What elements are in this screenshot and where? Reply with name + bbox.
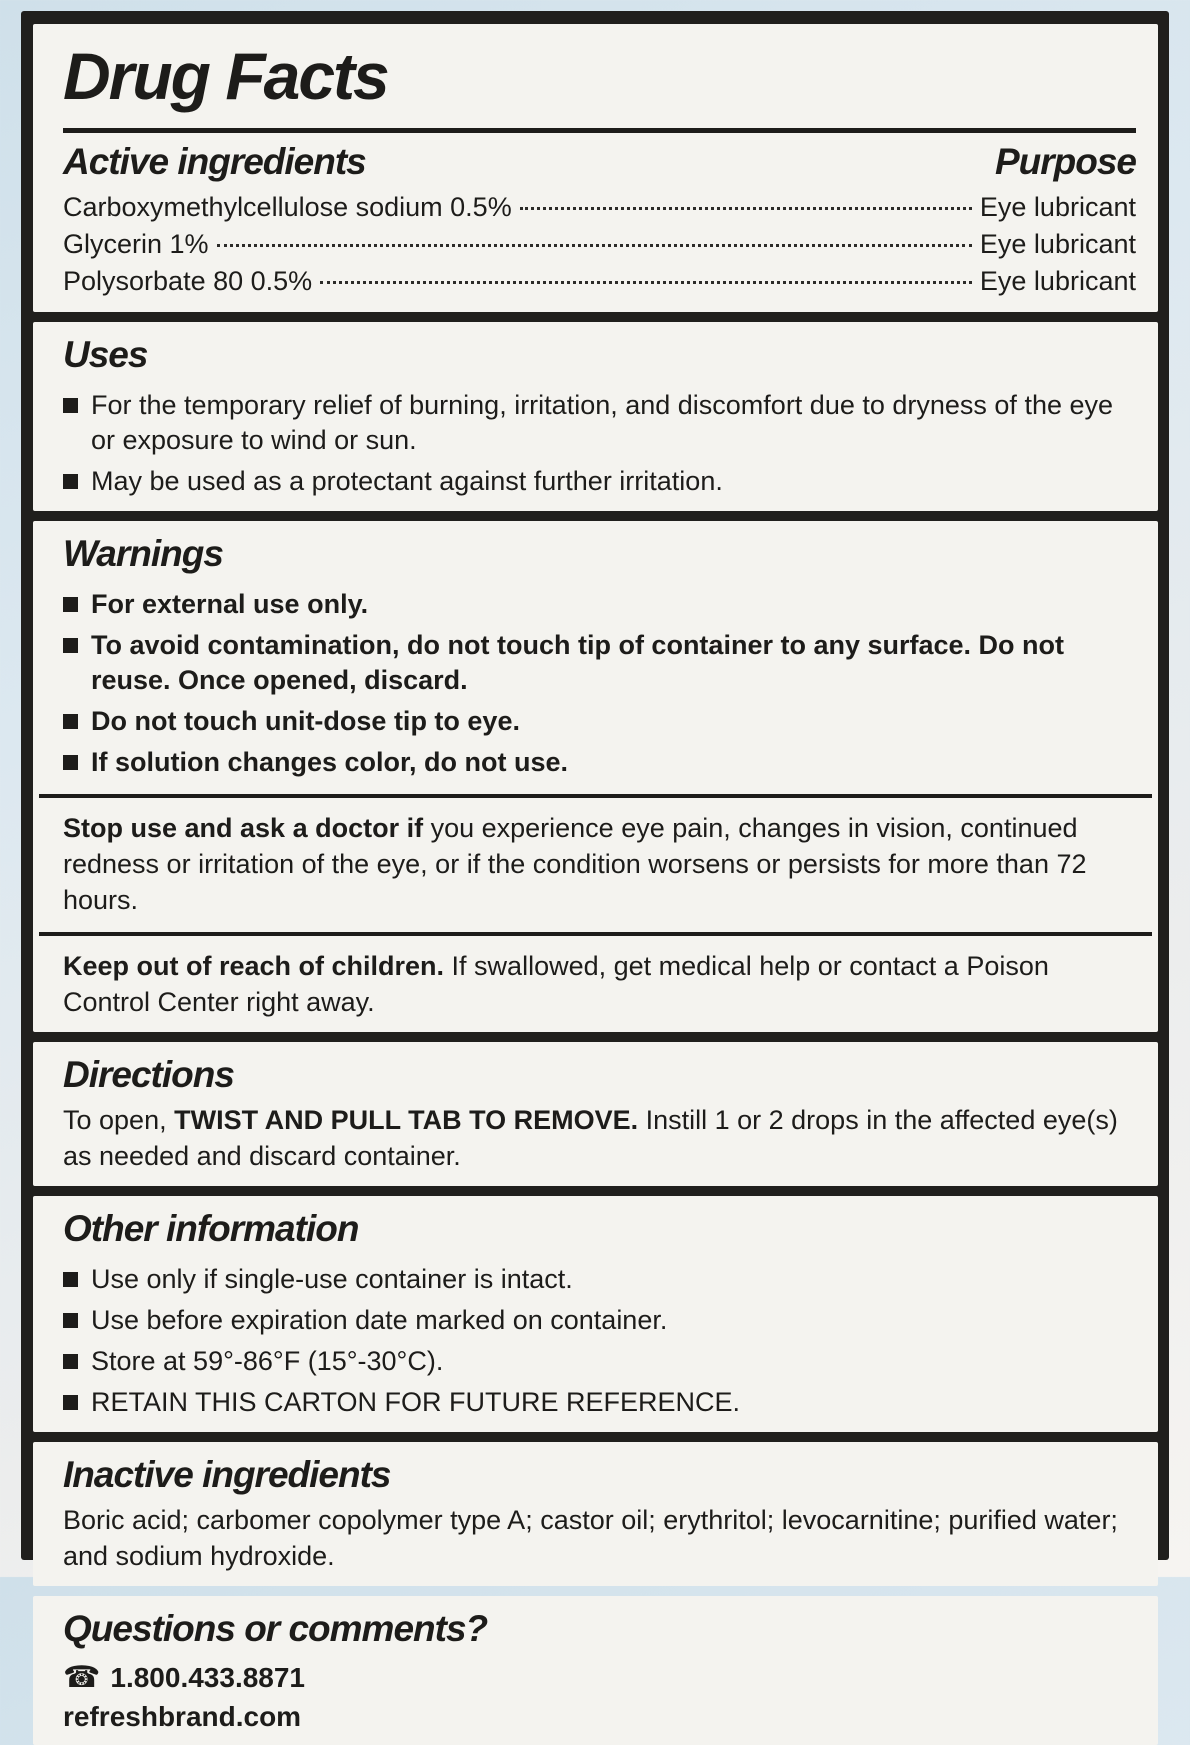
phone-row — [63, 1660, 1136, 1695]
phone-number: 1.800.433.8871 — [110, 1662, 306, 1693]
ingredient-purpose: Eye lubricant — [979, 192, 1136, 222]
ingredient-name: Glycerin 1% — [63, 229, 209, 259]
dotted-leader — [320, 281, 972, 284]
ingredient-name: Polysorbate 80 0.5% — [63, 266, 313, 296]
active-ingredients-header-row — [63, 135, 1136, 189]
square-bullet-icon — [63, 474, 78, 489]
section-other-information — [33, 1196, 1158, 1432]
other-info-bullet-item — [63, 1262, 1136, 1297]
square-bullet-icon — [63, 1354, 78, 1369]
directions-paragraph — [63, 1102, 1136, 1174]
warnings-divider — [39, 932, 1152, 936]
other-info-bullet-text: Use before expiration date marked on container. — [91, 1305, 668, 1335]
uses-bullet-text: May be used as a protectant against further irritation. — [91, 466, 723, 496]
warnings-bullet-item — [63, 745, 1136, 780]
other-info-bullet-item — [63, 1385, 1136, 1420]
warnings-bullet-text: To avoid contamination, do not touch tip of container to any surface. Do not reuse. Once opened, discard. — [91, 630, 1065, 695]
square-bullet-icon — [63, 1395, 78, 1410]
uses-bullet-item — [63, 388, 1136, 458]
warnings-bullet-item — [63, 628, 1136, 698]
keep-out-lead: Keep out of reach of children. — [63, 951, 445, 981]
warnings-divider — [39, 794, 1152, 798]
other-info-bullet-text: Use only if single-use container is intact. — [91, 1264, 573, 1294]
section-active-ingredients — [33, 24, 1158, 312]
warnings-bullet-text: Do not touch unit-dose tip to eye. — [91, 706, 520, 736]
dotted-leader — [217, 244, 972, 247]
section-questions — [33, 1596, 1158, 1745]
square-bullet-icon — [63, 755, 78, 770]
uses-bullet-text: For the temporary relief of burning, irritation, and discomfort due to dryness of the eye or exposure to wind or sun. — [91, 390, 1114, 455]
ingredient-row — [63, 226, 1136, 263]
section-warnings — [33, 521, 1158, 1032]
stop-use-paragraph — [63, 810, 1136, 918]
ingredient-purpose: Eye lubricant — [979, 229, 1136, 259]
warnings-bullet-item — [63, 704, 1136, 739]
square-bullet-icon — [63, 714, 78, 729]
ingredient-name: Carboxymethylcellulose sodium 0.5% — [63, 192, 512, 222]
other-info-bullet-item — [63, 1344, 1136, 1379]
other-info-bullet-text: Store at 59°-86°F (15°-30°C). — [91, 1346, 444, 1376]
ingredient-row — [63, 189, 1136, 226]
inactive-ingredients-text: Boric acid; carbomer copolymer type A; castor oil; erythritol; levocarnitine; purified water; and sodium hydroxide. — [63, 1505, 1118, 1571]
warnings-heading: Warnings — [63, 533, 223, 574]
warnings-bullet-item — [63, 587, 1136, 622]
square-bullet-icon — [63, 597, 78, 612]
square-bullet-icon — [63, 1272, 78, 1287]
directions-heading: Directions — [63, 1054, 234, 1095]
website-url: refreshbrand.com — [63, 1701, 302, 1732]
directions-pre: To open, — [63, 1105, 175, 1135]
section-uses — [33, 322, 1158, 511]
other-info-bullet-item — [63, 1303, 1136, 1338]
uses-bullet-item — [63, 464, 1136, 499]
keep-out-paragraph — [63, 948, 1136, 1020]
stop-use-lead: Stop use and ask a doctor if — [63, 813, 424, 843]
stop-use-text: you experience eye pain, changes in vision, continued redness or irritation of the eye, or if the condition worsens or persists for more than 72 hours. — [63, 813, 1087, 915]
warnings-bullet-text: If solution changes color, do not use. — [91, 747, 569, 777]
section-directions — [33, 1042, 1158, 1186]
ingredient-purpose: Eye lubricant — [979, 266, 1136, 296]
keep-out-text: If swallowed, get medical help or contact a Poison Control Center right away. — [63, 951, 1049, 1017]
dotted-leader — [520, 207, 972, 210]
section-inactive-ingredients — [33, 1442, 1158, 1586]
drug-facts-panel — [21, 11, 1169, 1732]
other-information-heading: Other information — [63, 1208, 359, 1249]
purpose-heading: Purpose — [994, 141, 1136, 182]
active-ingredients-heading: Active ingredients — [63, 141, 366, 182]
telephone-icon: ☎ — [63, 1660, 101, 1695]
uses-heading: Uses — [63, 334, 148, 375]
square-bullet-icon — [63, 1313, 78, 1328]
warnings-bullet-text: For external use only. — [91, 589, 369, 619]
ingredient-row — [63, 263, 1136, 300]
questions-heading: Questions or comments? — [63, 1608, 488, 1649]
directions-bold: TWIST AND PULL TAB TO REMOVE. — [174, 1105, 639, 1135]
square-bullet-icon — [63, 398, 78, 413]
other-info-bullet-text: RETAIN THIS CARTON FOR FUTURE REFERENCE. — [91, 1387, 741, 1417]
title-divider — [63, 128, 1136, 133]
square-bullet-icon — [63, 638, 78, 653]
directions-post: Instill 1 or 2 drops in the affected eye(s) as needed and discard container. — [63, 1105, 1118, 1171]
drug-facts-title: Drug Facts — [63, 39, 388, 113]
inactive-ingredients-heading: Inactive ingredients — [63, 1454, 391, 1495]
